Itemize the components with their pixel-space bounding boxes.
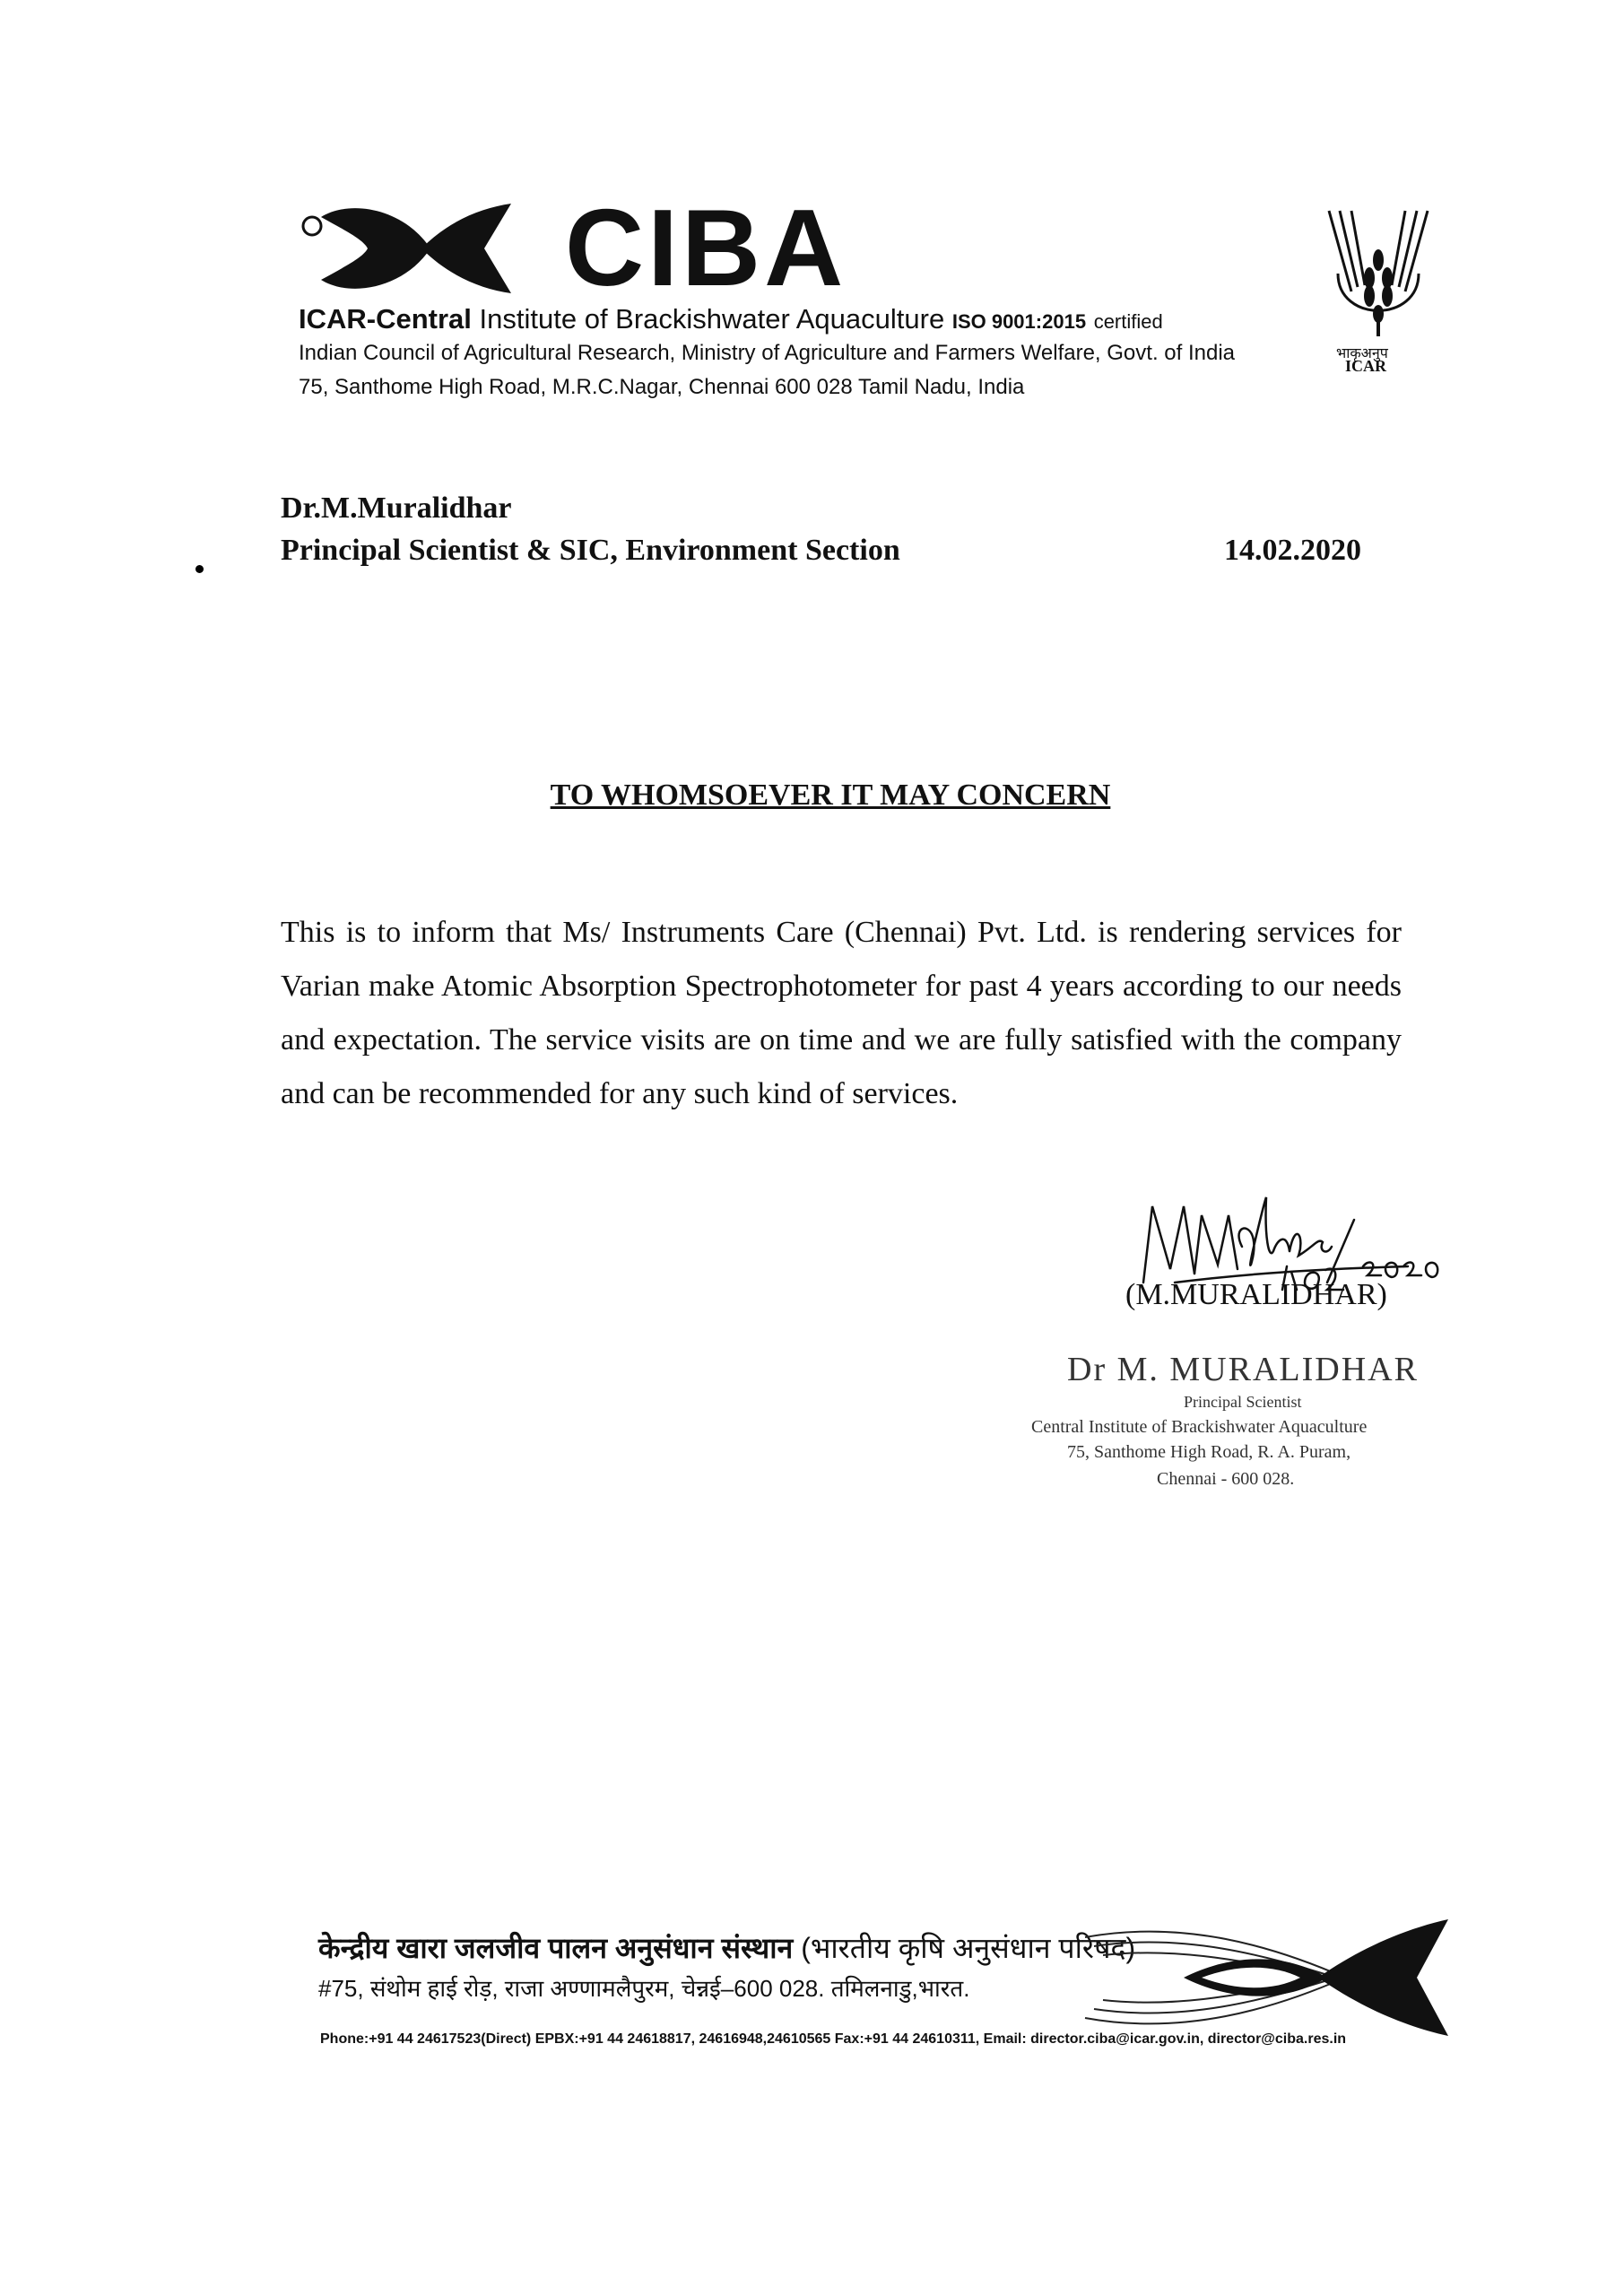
header-address: 75, Santhome High Road, M.R.C.Nagar, Chennai 600 028 Tamil Nadu, India [299,375,1025,399]
ciba-fish-logo [296,199,520,298]
stamp-name: Dr M. MURALIDHAR [1067,1351,1419,1388]
signatory-name: (M.MURALIDHAR) [1125,1278,1387,1311]
stamp-designation: Principal Scientist [1184,1393,1302,1411]
footer-fish-mark-icon [1076,1910,1453,2045]
letter-subject: TO WHOMSOEVER IT MAY CONCERN [550,778,1111,812]
institute-prefix: ICAR-Central [299,303,472,335]
stamp-institute: Central Institute of Brackishwater Aquaculture [1031,1417,1368,1437]
iso-certification: ISO 9001:2015 [951,310,1087,333]
footer-hindi-address: #75, संथोम हाई रोड़, राजा अण्णामलैपुरम, चेन्नई–600 028. तमिलनाडु,भारत. [318,1975,970,2002]
footer-hindi-name [318,1928,1135,1967]
certified-label: certified [1093,310,1163,333]
institute-title: Institute of Brackishwater Aquaculture [479,303,945,335]
icar-hindi-label: भाकृअनुप [1336,346,1388,361]
institute-name [299,303,1163,335]
council-line: Indian Council of Agricultural Research, Ministry of Agriculture and Farmers Welfare, Govt. of India [299,341,1236,365]
stamp-city: Chennai - 600 028. [1157,1469,1295,1489]
brand-title: CIBA [565,187,847,309]
stamp-address: 75, Santhome High Road, R. A. Puram, [1067,1442,1351,1462]
bullet-mark [195,565,204,573]
letter-date: 14.02.2020 [1224,534,1361,567]
footer-parent-hindi: (भारतीय कृषि अनुसंधान परिषद) [801,1932,1136,1964]
letter-body: This is to inform that Ms/ Instruments Care (Chennai) Pvt. Ltd. is rendering services for Varian make Atomic Absorption Spectrophotometer for past 4 years according to our needs and expectation. The service visits are on time and we are fully satisfied with the company and can be recommended for any such kind of services. [281,916,1402,1110]
icar-label: ICAR [1345,357,1387,375]
footer-contact: Phone:+91 44 24617523(Direct) EPBX:+91 44 24618817, 24616948,24610565 Fax:+91 44 24610311, Email: director.ciba@icar.gov.in, director@ciba.res.in [320,2031,1347,2047]
sender-name: Dr.M.Muralidhar [281,491,512,525]
sender-title: Principal Scientist & SIC, Environment Section [281,534,900,567]
footer-institute-hindi: केन्द्रीय खारा जलजीव पालन अनुसंधान संस्थान [318,1932,794,1964]
